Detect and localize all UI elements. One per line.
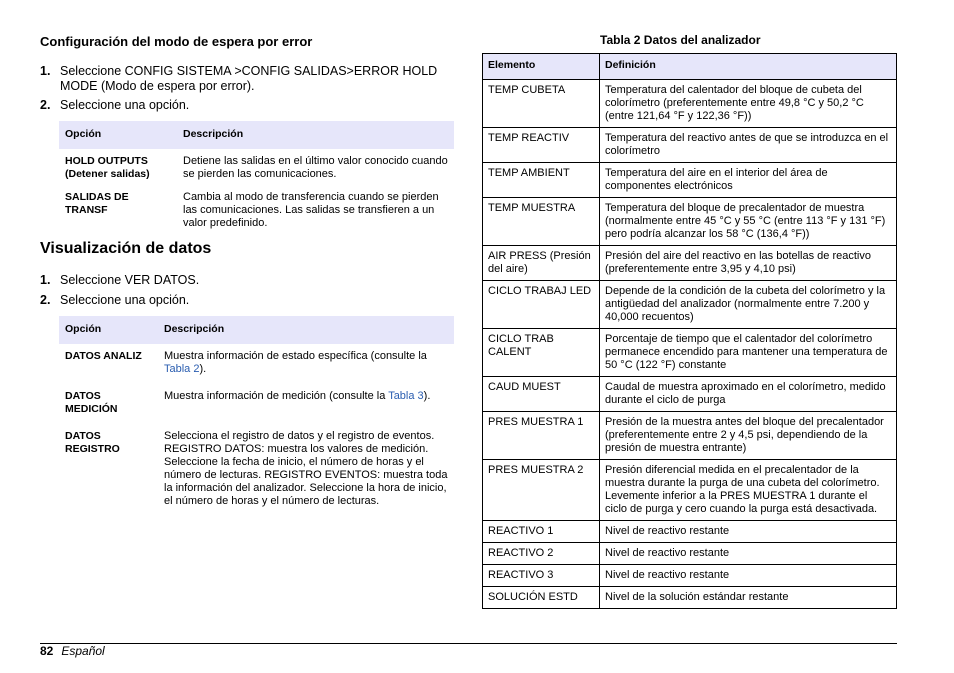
element-name: REACTIVO 2: [483, 543, 600, 565]
element-name: CICLO TRABAJ LED: [483, 281, 600, 329]
step-2: [40, 98, 460, 113]
page-number: 82: [40, 644, 54, 658]
table-row: [483, 543, 897, 565]
table-caption: Tabla 2 Datos del analizador: [600, 33, 761, 47]
column-header: Opción: [59, 316, 158, 344]
step-1: [40, 273, 460, 288]
table-2-link[interactable]: Tabla 2: [164, 363, 200, 375]
table-header-row: [483, 54, 897, 80]
element-name: TEMP AMBIENT: [483, 163, 600, 198]
column-header: Descripción: [158, 316, 454, 344]
step-text: Seleccione una opción.: [60, 98, 190, 112]
table-row: [59, 344, 454, 380]
step-number: 2.: [40, 293, 51, 307]
table-row: [59, 380, 454, 420]
element-definition: Presión diferencial medida en el precalentador de la muestra durante la purga de una cubeta del colorímetro. Levemente inferior a la PRES MUESTRA 1 durante el ciclo de purga y cero cuando la purga está desactivada.: [600, 460, 897, 521]
column-header: Descripción: [177, 121, 454, 149]
table-row: [483, 521, 897, 543]
step-text: Seleccione VER DATOS.: [60, 273, 200, 287]
step-text: Seleccione CONFIG SISTEMA >CONFIG SALIDAS>ERROR HOLD MODE (Modo de espera por error).: [60, 64, 438, 93]
table-row: [483, 377, 897, 412]
element-definition: Temperatura del bloque de precalentador de muestra (normalmente entre 45 °C y 55 °C (entre 113 °F y 131 °F) pero podría alcanzar los 58 °C (136,4 °F)): [600, 198, 897, 246]
element-definition: Porcentaje de tiempo que el calentador del colorímetro permanece encendido para mantener una temperatura de 50 °C (122 °F) constante: [600, 329, 897, 377]
description-text: ).: [423, 390, 431, 402]
option-key: DATOS ANALIZ: [65, 350, 142, 362]
analyzer-data-table: [482, 53, 897, 609]
table-row: [483, 587, 897, 609]
table-row: [483, 128, 897, 163]
table-row: [483, 198, 897, 246]
element-definition: Temperatura del calentador del bloque de cubeta del colorímetro (preferentemente entre 49,8 °C y 50,2 °C (entre 121,64 °F y 122,36 °F)): [600, 80, 897, 128]
element-definition: Caudal de muestra aproximado en el colorímetro, medido durante el ciclo de purga: [600, 377, 897, 412]
option-description: [158, 344, 454, 380]
column-header: Definición: [600, 54, 897, 80]
element-name: TEMP REACTIV: [483, 128, 600, 163]
table-row: [59, 149, 454, 185]
option-key: HOLD OUTPUTS (Detener salidas): [65, 155, 150, 180]
section-heading-data-view: Visualización de datos: [40, 240, 212, 257]
table-row: [483, 412, 897, 460]
description-text: Muestra información de medición (consulte la: [164, 390, 389, 402]
description-text: ).: [199, 363, 207, 375]
table-header-row: [59, 316, 454, 344]
element-name: CAUD MUEST: [483, 377, 600, 412]
step-1: [40, 64, 460, 93]
step-number: 1.: [40, 64, 51, 78]
step-text: Seleccione una opción.: [60, 293, 190, 307]
option-description: Detiene las salidas en el último valor conocido cuando se pierden las comunicaciones.: [183, 155, 448, 180]
description-text: Muestra información de estado específica (consulte la: [164, 350, 427, 362]
options-table-error-hold: [59, 121, 454, 234]
element-definition: Temperatura del aire en el interior del área de componentes electrónicos: [600, 163, 897, 198]
element-definition: Presión de la muestra antes del bloque del precalentador (preferentemente entre 2 y 4,5 psi, dependiendo de la presión de muestra entrante): [600, 412, 897, 460]
element-name: SOLUCIÓN ESTD: [483, 587, 600, 609]
column-header: Opción: [59, 121, 177, 149]
footer-divider: [40, 643, 897, 644]
element-definition: Depende de la condición de la cubeta del colorímetro y la antigüedad del analizador (normalmente entre 7.200 y 40,000 recuentos): [600, 281, 897, 329]
option-description: Cambia al modo de transferencia cuando se pierden las comunicaciones. Las salidas se transfieren a un valor predefinido.: [183, 191, 439, 229]
footer-language: Español: [61, 644, 105, 658]
section-heading-error-hold: Configuración del modo de espera por error: [40, 34, 313, 49]
table-row: [59, 420, 454, 512]
step-number: 2.: [40, 98, 51, 112]
option-key: DATOS MEDICIÓN: [65, 390, 118, 415]
option-key: DATOS REGISTRO: [65, 430, 120, 455]
table-row: [483, 329, 897, 377]
element-name: AIR PRESS (Presión del aire): [483, 246, 600, 281]
element-definition: Nivel de reactivo restante: [600, 521, 897, 543]
table-row: [59, 185, 454, 234]
option-description: [158, 380, 454, 420]
table-header-row: [59, 121, 454, 149]
element-definition: Presión del aire del reactivo en las botellas de reactivo (preferentemente entre 3,95 y 4,10 psi): [600, 246, 897, 281]
element-name: REACTIVO 1: [483, 521, 600, 543]
element-name: REACTIVO 3: [483, 565, 600, 587]
column-header: Elemento: [483, 54, 600, 80]
element-name: CICLO TRAB CALENT: [483, 329, 600, 377]
option-description: Selecciona el registro de datos y el registro de eventos. REGISTRO DATOS: muestra los valores de medición. Seleccione la fecha de inicio, el número de horas y el número de lecturas. REGISTRO EVENTOS: muestra toda la información del analizador. Seleccione la hora de inicio, el número de horas y el número de lecturas.: [164, 430, 448, 507]
table-row: [483, 565, 897, 587]
table-row: [483, 163, 897, 198]
table-row: [483, 281, 897, 329]
table-3-link[interactable]: Tabla 3: [388, 390, 424, 402]
step-2: [40, 293, 460, 308]
table-row: [483, 80, 897, 128]
element-definition: Nivel de reactivo restante: [600, 565, 897, 587]
element-name: TEMP MUESTRA: [483, 198, 600, 246]
element-definition: Nivel de reactivo restante: [600, 543, 897, 565]
table-row: [483, 460, 897, 521]
element-name: PRES MUESTRA 2: [483, 460, 600, 521]
element-name: TEMP CUBETA: [483, 80, 600, 128]
step-number: 1.: [40, 273, 51, 287]
table-row: [483, 246, 897, 281]
element-definition: Temperatura del reactivo antes de que se introduzca en el colorímetro: [600, 128, 897, 163]
page-footer: [40, 644, 105, 658]
option-key: SALIDAS DE TRANSF: [65, 191, 129, 216]
element-definition: Nivel de la solución estándar restante: [600, 587, 897, 609]
options-table-data-view: [59, 316, 454, 512]
element-name: PRES MUESTRA 1: [483, 412, 600, 460]
